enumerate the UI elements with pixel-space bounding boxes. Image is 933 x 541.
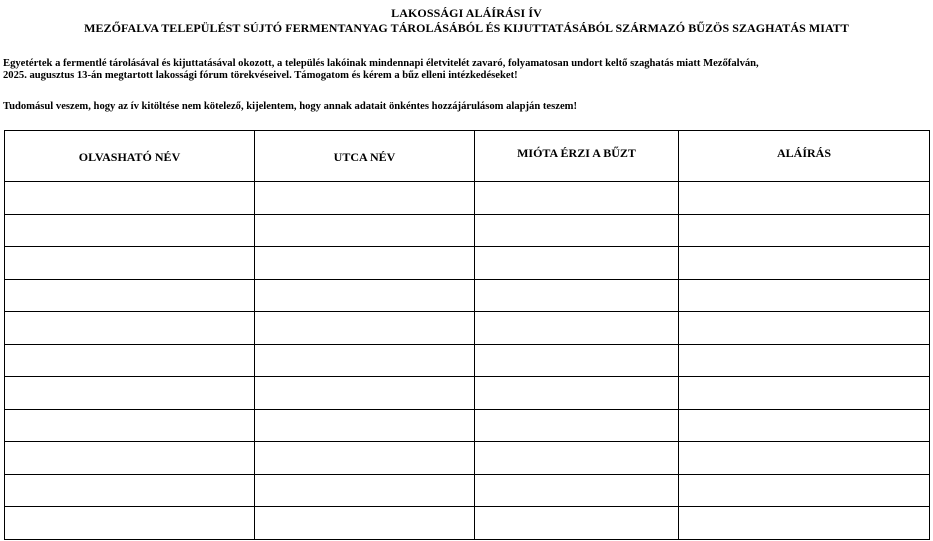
document-subtitle: MEZŐFALVA TELEPÜLÉST SÚJTÓ FERMENTANYAG TÁROLÁSÁBÓL ÉS KIJUTTATÁSÁBÓL SZÁRMAZÓ BŰZÖS SZAGHATÁS MIATT <box>84 21 849 35</box>
street-cell[interactable] <box>255 442 475 475</box>
street-cell[interactable] <box>255 507 475 540</box>
document-title: LAKOSSÁGI ALÁÍRÁSI ÍV <box>391 6 542 20</box>
signature-cell[interactable] <box>679 344 930 377</box>
since-when-cell[interactable] <box>475 214 679 247</box>
name-cell[interactable] <box>5 182 255 215</box>
signature-cell[interactable] <box>679 312 930 345</box>
street-cell[interactable] <box>255 247 475 280</box>
street-cell[interactable] <box>255 279 475 312</box>
signature-cell[interactable] <box>679 442 930 475</box>
table-row <box>5 279 930 312</box>
street-cell[interactable] <box>255 344 475 377</box>
signature-table <box>4 130 930 540</box>
since-when-cell[interactable] <box>475 344 679 377</box>
signature-cell[interactable] <box>679 507 930 540</box>
since-when-cell[interactable] <box>475 474 679 507</box>
statement-paragraph-line-2: 2025. augusztus 13-án megtartott lakossági fórum törekvéseivel. Támogatom és kérem a bűz elleni intézkedéseket! <box>3 70 518 81</box>
table-row <box>5 214 930 247</box>
column-header-since-when: MIÓTA ÉRZI A BŰZT <box>475 131 679 182</box>
signature-cell[interactable] <box>679 409 930 442</box>
since-when-cell[interactable] <box>475 442 679 475</box>
name-cell[interactable] <box>5 247 255 280</box>
consent-paragraph: Tudomásul veszem, hogy az ív kitöltése nem kötelező, kijelentem, hogy annak adatait önkéntes hozzájárulásom alapján teszem! <box>3 101 577 112</box>
name-cell[interactable] <box>5 507 255 540</box>
signature-cell[interactable] <box>679 247 930 280</box>
street-cell[interactable] <box>255 312 475 345</box>
signature-cell[interactable] <box>679 474 930 507</box>
since-when-cell[interactable] <box>475 182 679 215</box>
street-cell[interactable] <box>255 409 475 442</box>
since-when-cell[interactable] <box>475 247 679 280</box>
street-cell[interactable] <box>255 377 475 410</box>
statement-paragraph-line-1: Egyetértek a fermentlé tárolásával és kijuttatásával okozott, a település lakóinak mindennapi életvitelét zavaró, folyamatosan undort keltő szaghatás miatt Mezőfalván, <box>3 58 759 69</box>
table-row <box>5 312 930 345</box>
table-row <box>5 507 930 540</box>
since-when-cell[interactable] <box>475 377 679 410</box>
name-cell[interactable] <box>5 377 255 410</box>
table-row <box>5 474 930 507</box>
name-cell[interactable] <box>5 409 255 442</box>
table-row <box>5 409 930 442</box>
column-header-street-name: UTCA NÉV <box>255 131 475 182</box>
signature-cell[interactable] <box>679 214 930 247</box>
signature-table-body <box>5 182 930 540</box>
name-cell[interactable] <box>5 214 255 247</box>
name-cell[interactable] <box>5 312 255 345</box>
table-row <box>5 344 930 377</box>
signature-cell[interactable] <box>679 182 930 215</box>
signature-cell[interactable] <box>679 279 930 312</box>
table-row <box>5 377 930 410</box>
since-when-cell[interactable] <box>475 279 679 312</box>
table-row <box>5 182 930 215</box>
name-cell[interactable] <box>5 344 255 377</box>
table-row <box>5 247 930 280</box>
column-header-readable-name: OLVASHATÓ NÉV <box>5 131 255 182</box>
since-when-cell[interactable] <box>475 507 679 540</box>
name-cell[interactable] <box>5 474 255 507</box>
table-header-row <box>5 131 930 182</box>
since-when-cell[interactable] <box>475 312 679 345</box>
street-cell[interactable] <box>255 214 475 247</box>
column-header-signature: ALÁÍRÁS <box>679 131 930 182</box>
name-cell[interactable] <box>5 279 255 312</box>
since-when-cell[interactable] <box>475 409 679 442</box>
table-row <box>5 442 930 475</box>
name-cell[interactable] <box>5 442 255 475</box>
street-cell[interactable] <box>255 474 475 507</box>
street-cell[interactable] <box>255 182 475 215</box>
signature-cell[interactable] <box>679 377 930 410</box>
